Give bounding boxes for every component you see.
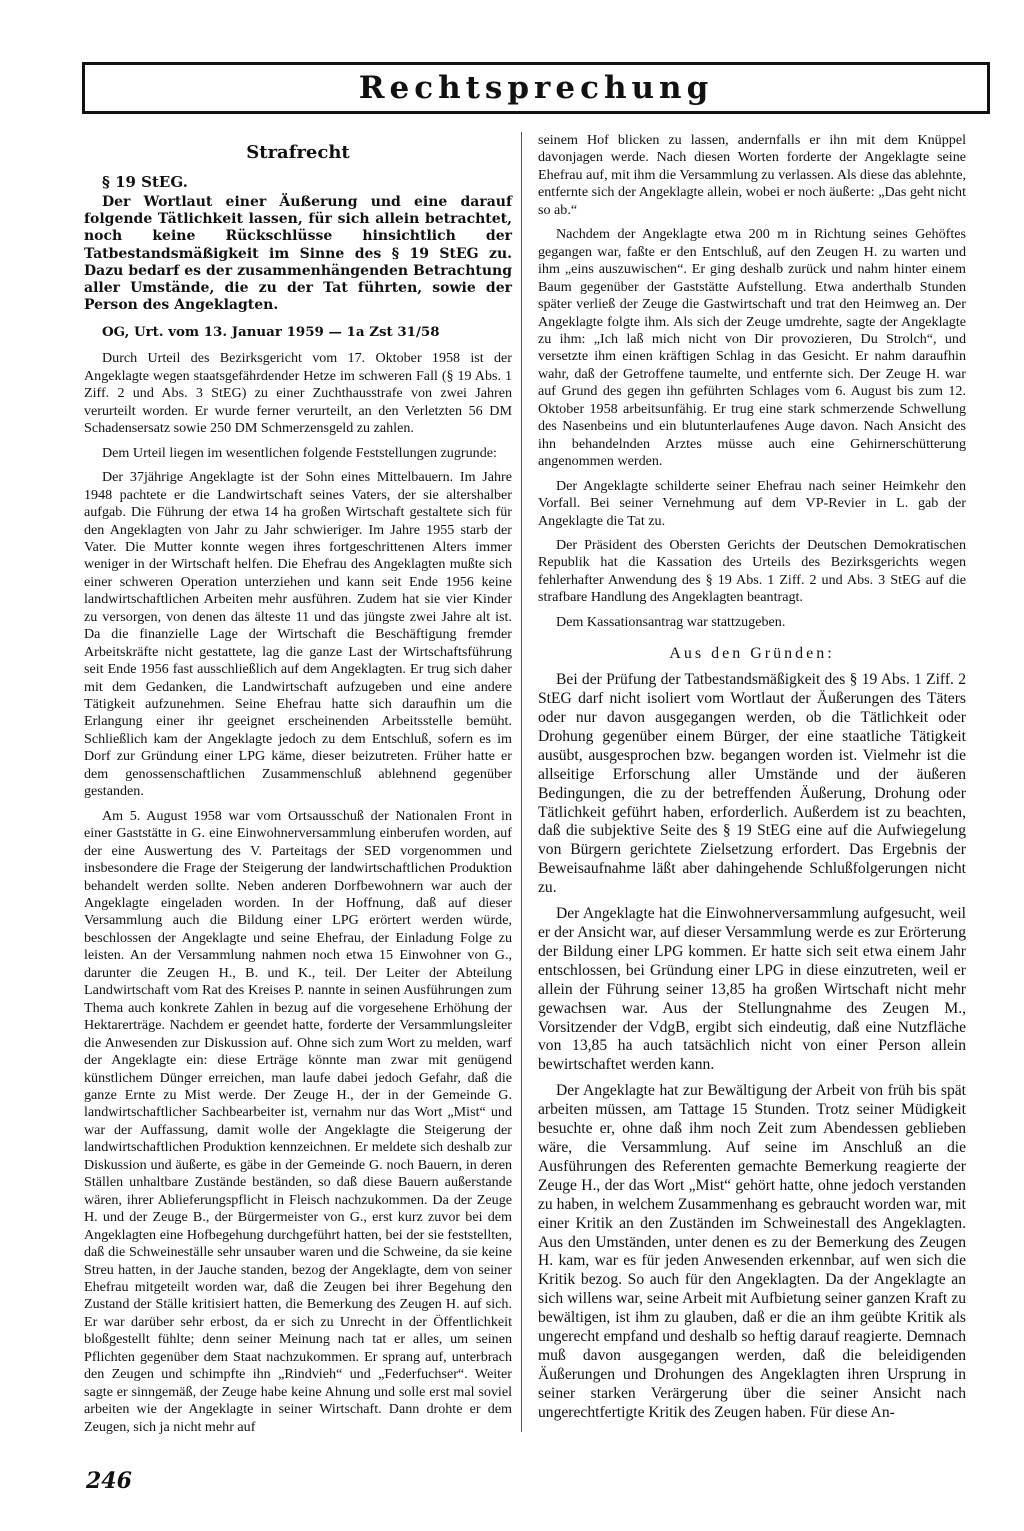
reasons-body <box>538 671 966 1422</box>
right-column <box>538 132 966 1423</box>
body-paragraph: Dem Urteil liegen im wesentlichen folgende Feststellungen zugrunde: <box>102 444 497 461</box>
page-title: Rechtsprechung <box>358 70 714 106</box>
reasons-paragraph: Der Angeklagte hat die Einwohnerversammlung aufgesucht, weil er der Ansicht war, auf dieser Versammlung werde es zur Erörterung der Bildung einer LPG kommen. Er hatte sich seit etwa einem Jahr entschlossen, bei Gründung einer LPG in diese einzutreten, weil er allein der Führung seiner 13,85 ha großen Wirtschaft nicht mehr gewachsen war. Aus der Stellungnahme des Zeugen M., Vorsitzender der VdgB, ergibt sich eindeutig, daß eine Nutzfläche von 13,85 ha auch tatsächlich nicht von einer Person allein bewirtschaftet werden kann. <box>538 905 966 1074</box>
left-column <box>84 132 512 1436</box>
headnote: Der Wortlaut einer Äußerung und eine darauf folgende Tätlichkeit lassen, für sich allein betrachtet, noch keine Rückschlüsse hinsichtlich der Tatbestandsmäßigkeit im Sinne des § 19 StEG zu. Dazu bedarf es der zusammenhängenden Betrachtung aller Umstände, die zu der Tat führten, sowie der Person des Angeklagten. <box>84 194 512 314</box>
column-divider <box>521 132 522 1432</box>
reasons-heading: Aus den Gründen: <box>669 645 835 663</box>
reasons-paragraph: Bei der Prüfung der Tatbestandsmäßigkeit des § 19 Abs. 1 Ziff. 2 StEG darf nicht isoliert vom Wortlaut der Äußerungen des Täters oder nur davon ausgegangen werden, ob die Tätlichkeit oder Drohung gegenüber einem Bürger, der eine staatliche Tätigkeit ausübt, ausgesprochen bzw. begangen worden ist. Vielmehr ist die allseitige Erforschung aller Umstände und der äußeren Bedingungen, die zu der betreffenden Äußerung, Drohung oder Tätlichkeit geführt haben, erforderlich. Außerdem ist zu beachten, daß die subjektive Seite des § 19 StEG eine auf die Aufwiegelung von Bürgern gerichtete Zielsetzung erfordert. Das Ergebnis der Beweisaufnahme läßt aber dahingehende Schlußfolgerungen nicht zu. <box>538 671 966 897</box>
body-paragraph: Der Angeklagte schilderte seiner Ehefrau nach seiner Heimkehr den Vorfall. Bei seiner Vernehmung auf dem VP-Revier in L. gab der Angeklagte die Tat zu. <box>538 477 966 529</box>
law-reference: § 19 StEG. <box>102 173 188 191</box>
body-paragraph: Dem Kassationsantrag war stattzugeben. <box>556 613 786 630</box>
body-paragraph: Durch Urteil des Bezirksgericht vom 17. Oktober 1958 ist der Angeklagte wegen staatsgefährdender Hetze im schweren Fall (§ 19 Abs. 1 Ziff. 2 und Abs. 3 StEG) zu einer Zuchthausstrafe von zwei Jahren verurteilt worden. Er wurde ferner verurteilt, an den Verletzten 56 DM Schadensersatz sowie 250 DM Schmerzensgeld zu zahlen. <box>84 350 512 437</box>
body-paragraph: Am 5. August 1958 war vom Ortsausschuß der Nationalen Front in einer Gaststätte in G. eine Einwohnerversammlung einberufen worden, auf der eine Auswertung des V. Parteitags der SED vorgenommen und insbesondere die Frage der Steigerung der landwirtschaftlichen Produktion behandelt werden sollte. Neben anderen Dorfbewohnern war auch der Angeklagte eingeladen worden. In der Hoffnung, daß auf dieser Versammlung auch die Bildung einer LPG erörtert werden würde, beschlossen der Angeklagte und seine Ehefrau, der Einladung Folge zu leisten. An der Versammlung nahmen noch etwa 15 Einwohner von G., darunter die Zeugen H., B. und K., teil. Der Leiter der Abteilung Landwirtschaft vom Rat des Kreises P. nannte in seinen Ausführungen zum Thema auch konkrete Zahlen in bezug auf die vorgesehene Erhöhung der Hektarerträge. Nachdem er geendet hatte, forderte der Versammlungsleiter die Anwesenden zur Diskussion auf. Ohne sich zum Wort zu melden, warf der Angeklagte ein: diese Erträge könnte man zwar mit genügend künstlichem Dünger erreichen, man laufe dabei jedoch Gefahr, daß die ganze Ernte zu Mist werde. Der Zeuge H., der in der Gemeinde G. landwirtschaftlicher Sachbearbeiter ist, vernahm nur das Wort „Mist“ und war der Auffassung, damit wolle der Angeklagte die Steigerung der landwirtschaftlichen Produktion kennzeichnen. Er meldete sich deshalb zur Diskussion und äußerte, es gäbe in der Gemeinde G. noch Bauern, in deren Ställen unhaltbare Zustände beständen, so daß diese Bauern außerstande wären, ihrer Ablieferungspflicht in Fleisch nachzukommen. Da der Zeuge H. und der Zeuge B., der Bürgermeister von G., erst kurz zuvor bei dem Angeklagten eine Hofbegehung durchgeführt hatten, bei der sie feststellten, daß die Schweineställe sehr unsauber waren und die Schweine, da sie keine Streu hatten, in der Jauche standen, bezog der Angeklagte, dem von seiner Ehefrau mitgeteilt worden war, daß die Zeugen bei ihrer Begehung den Zustand der Ställe kritisiert hatten, die Bemerkung des Zeugen H. auf sich. Er war darüber sehr erbost, da er sich zu Unrecht in der Öffentlichkeit bloßgestellt fühlte; denn seiner Meinung nach tat er alles, um seinen Pflichten gegenüber dem Staat nachzukommen. Er sprang auf, unterbrach den Zeugen und schimpfte ihn „Rindvieh“ und „Federfuchser“. Weiter sagte er sinngemäß, der Zeuge habe keine Ahnung und solle erst mal soviel arbeiten wie der Angeklagte in seiner Wirtschaft. Dann drohte er dem Zeugen, sich ja nicht mehr auf <box>84 807 512 1435</box>
case-citation: OG, Urt. vom 13. Januar 1959 — 1a Zst 31/58 <box>102 324 440 341</box>
body-paragraph: Der 37jährige Angeklagte ist der Sohn eines Mittelbauern. Im Jahre 1948 pachtete er die Landwirtschaft seines Vaters, der sie altershalber aufgab. Die Führung der etwa 14 ha großen Wirtschaft gestaltete sich für den Angeklagten von Jahr zu Jahr schwieriger. Im Jahre 1955 starb der Vater. Die Mutter konnte wegen ihres fortgeschrittenen Alters immer weniger in der Wirtschaft helfen. Die Ehefrau des Angeklagten mußte sich einer schweren Operation unterziehen und kann seit Ende 1956 keine landwirtschaftlichen Arbeiten mehr ausführen. Zudem hat sie vier Kinder zu versorgen, von denen das älteste 11 und das jüngste zwei Jahre alt ist. Da die finanzielle Lage der Wirtschaft die Beschäftigung fremder Arbeitskräfte nicht gestattete, lag die ganze Last der Wirtschaftsführung seit Ende 1956 fast ausschließlich auf dem Angeklagten. Er trug sich daher mit dem Gedanken, die Landwirtschaft aufzugeben und eine andere Tätigkeit aufzunehmen. Seine Ehefrau hatte sich daraufhin um die Erlangung einer ihr geeignet erscheinenden Arbeitsstelle bemüht. Schließlich kam der Angeklagte jedoch zu dem Entschluß, sofern es im Dorf zur Gründung einer LPG käme, dieser beizutreten. Früher hatte er dem genossenschaftlichen Zusammenschluß ablehnend gegenüber gestanden. <box>84 469 512 800</box>
body-paragraph: seinem Hof blicken zu lassen, andernfalls er ihn mit dem Knüppel davonjagen werde. Nach diesen Worten forderte der Angeklagte seine Ehefrau auf, mit ihm die Versammlung zu verlassen. Als diese das ablehnte, entfernte sich der Angeklagte allein, wobei er noch äußerte: „Das geht nicht so ab.“ <box>538 132 966 218</box>
section-title: Strafrecht <box>246 142 350 163</box>
reasons-paragraph: Der Angeklagte hat zur Bewältigung der Arbeit von früh bis spät arbeiten müssen, am Tattage 15 Stunden. Trotz seiner Müdigkeit besuchte er, ohne daß ihm noch Zeit zum Abendessen geblieben wäre, die Versammlung. Auf seine im Anschluß an die Ausführungen des Referenten gemachte Bemerkung reagierte der Zeuge H., der das Wort „Mist“ gehört hatte, ohne jedoch verstanden zu haben, in welchem Zusammenhang es gebraucht worden war, mit einer Kritik an den Zuständen im Schweinestall des Angeklagten. Aus den Umständen, unter denen es zu der Bemerkung des Zeugen H. kam, war es für jeden Anwesenden erkennbar, auf wen sich die Kritik bezog. So auch für den Angeklagten. Da der Angeklagte an sich willens war, seine Arbeit mit Aufbietung seiner ganzen Kraft zu bewältigen, ist ihm zu glauben, daß er die an ihm geübte Kritik als ungerecht empfand und deshalb so heftig darauf reagierte. Demnach muß davon ausgegangen werden, daß die beleidigenden Äußerungen und Drohungen des Angeklagten ihren Ursprung in seiner starken Verärgerung über die seiner Ansicht nach ungerechtfertigte Kritik des Zeugen haben. Für diese An- <box>538 1082 966 1421</box>
body-paragraph: Nachdem der Angeklagte etwa 200 m in Richtung seines Gehöftes gegangen war, faßte er den Entschluß, auf den Zeugen H. zu warten und ihm „eins auszuwischen“. Er ging deshalb zurück und nahm hinter einem Baum gegenüber der Gaststätte Aufstellung. Etwa anderthalb Stunden später verließ der Zeuge die Gastwirtschaft und trat den Heimweg an. Der Angeklagte folgte ihm. Als sich der Zeuge umdrehte, sagte der Angeklagte zu ihm: „Ich laß mich nicht von Dir provozieren, Du Strolch“, und versetzte ihm einen kräftigen Schlag in das Gesicht. Er nahm daraufhin wahr, daß der Getroffene taumelte, und entfernte sich. Der Zeuge H. war auf Grund des gegen ihn geführten Schlages vom 6. August bis zum 12. Oktober 1958 arbeitsunfähig. Er trug eine stark schmerzende Schwellung des Nasenbeins und ein blutunterlaufenes Auge davon. Nach Ansicht des ihn behandelnden Arztes müsse auch eine Gehirnerschütterung angenommen werden. <box>538 226 966 470</box>
body-paragraph: Der Präsident des Obersten Gerichts der Deutschen Demokratischen Republik hat die Kassation des Urteils des Bezirksgerichts wegen fehlerhafter Anwendung des § 19 Abs. 1 Ziff. 2 und Abs. 3 StEG auf die strafbare Handlung des Angeklagten beantragt. <box>538 536 966 606</box>
page-number: 246 <box>86 1468 132 1494</box>
section-header-box <box>82 62 990 114</box>
